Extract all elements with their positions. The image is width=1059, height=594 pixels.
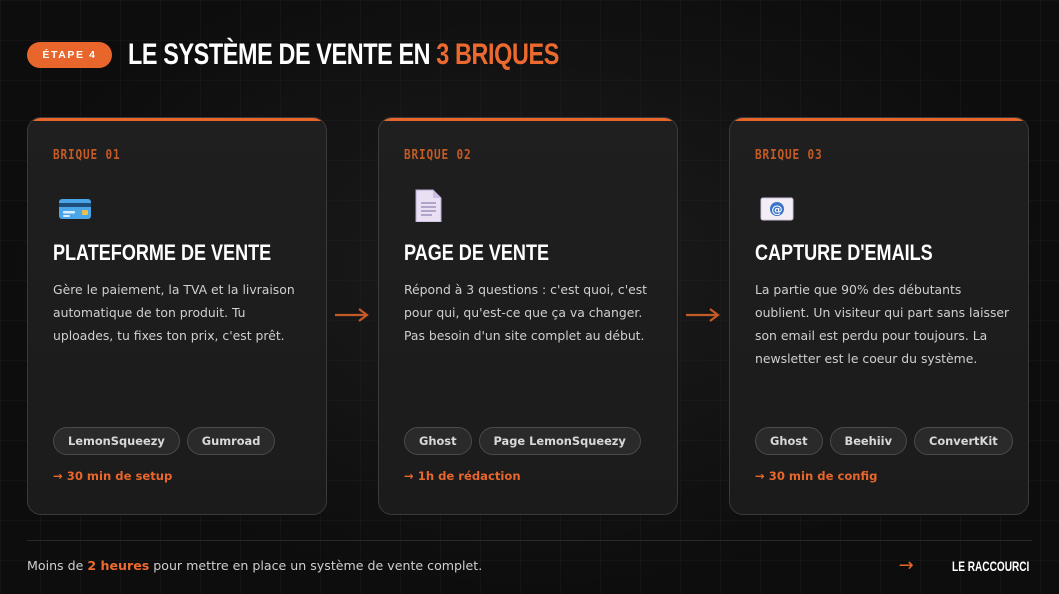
card-description: Gère le paiement, la TVA et la livraison automatique de ton produit. Tu uploades, tu fixes ton prix, c'est prêt. xyxy=(53,282,295,343)
tag-convertkit[interactable]: ConvertKit xyxy=(914,427,1013,455)
card-title: PAGE DE VENTE xyxy=(404,240,550,265)
tag-lemonsqueezy[interactable]: LemonSqueezy xyxy=(53,427,180,455)
brick-card-1 xyxy=(27,117,327,515)
email-icon xyxy=(760,193,794,225)
card-time-estimate: → 30 min de config xyxy=(755,469,878,483)
title-accent: 3 BRIQUES xyxy=(436,38,559,71)
card-time-estimate: → 30 min de setup xyxy=(53,469,173,483)
document-icon xyxy=(412,188,446,222)
card-kicker: BRIQUE 01 xyxy=(53,148,121,163)
card-time-estimate: → 1h de rédaction xyxy=(404,469,521,483)
tag-list xyxy=(404,427,641,455)
footer-summary xyxy=(27,558,482,573)
page-title xyxy=(128,38,559,72)
page-header xyxy=(27,38,680,72)
tag-list xyxy=(53,427,275,455)
card-title: PLATEFORME DE VENTE xyxy=(53,240,272,265)
tag-beehiiv[interactable]: Beehiiv xyxy=(830,427,907,455)
brick-card-2 xyxy=(378,117,678,515)
card-kicker: BRIQUE 03 xyxy=(755,148,823,163)
card-description: Répond à 3 questions : c'est quoi, c'est pour qui, qu'est-ce que ça va changer. Pas besoin d'un site complet au début. xyxy=(404,282,648,343)
shortcut-link[interactable] xyxy=(899,555,1029,576)
footer-text-after: pour mettre en place un système de vente complet. xyxy=(149,558,483,573)
step-badge: ÉTAPE 4 xyxy=(27,42,112,68)
svg-text:@: @ xyxy=(771,203,783,216)
footer-text-before: Moins de xyxy=(27,558,88,573)
tag-gumroad[interactable]: Gumroad xyxy=(187,427,276,455)
arrow-right-icon: → xyxy=(898,555,914,576)
footer-highlight: 2 heures xyxy=(87,558,150,573)
card-description: La partie que 90% des débutants oublient. Un visiteur qui part sans laisser son email est perdu pour toujours. La newsletter est le coeur du système. xyxy=(755,282,1010,366)
credit-card-icon xyxy=(58,193,92,225)
footer-divider xyxy=(27,540,1032,541)
title-prefix: LE SYSTÈME DE VENTE EN xyxy=(128,38,437,71)
tag-ghost[interactable]: Ghost xyxy=(755,427,823,455)
shortcut-label: LE RACCOURCI xyxy=(951,557,1029,574)
tag-ghost[interactable]: Ghost xyxy=(404,427,472,455)
card-kicker: BRIQUE 02 xyxy=(404,148,472,163)
card-title: CAPTURE D'EMAILS xyxy=(755,240,933,265)
arrow-right-icon xyxy=(334,305,370,325)
tag-list xyxy=(755,427,1013,455)
arrow-right-icon xyxy=(685,305,721,325)
brick-card-3 xyxy=(729,117,1029,515)
tag-page-lemonsqueezy[interactable]: Page LemonSqueezy xyxy=(479,427,641,455)
